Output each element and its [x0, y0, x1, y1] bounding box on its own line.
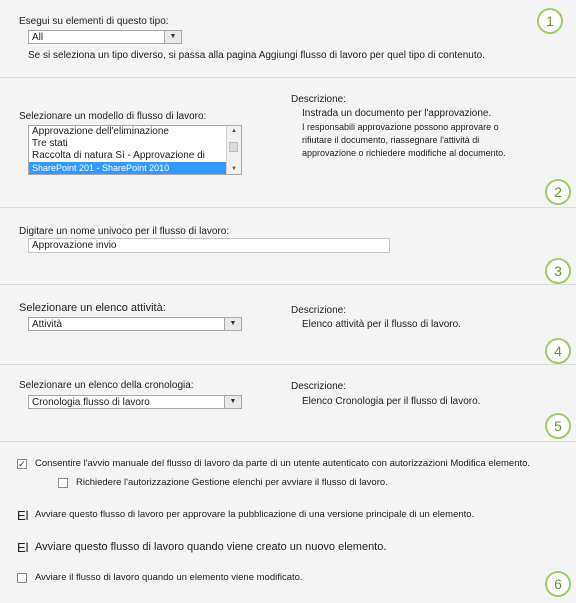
- step-number-1: 1: [537, 8, 563, 34]
- chevron-down-icon[interactable]: ▼: [224, 396, 241, 408]
- section-history-list: [0, 365, 576, 442]
- step-number-5: 5: [545, 413, 571, 439]
- task-list-value: Attività: [32, 319, 63, 330]
- el-marker: El: [17, 508, 29, 523]
- section-name: [0, 208, 576, 285]
- content-type-note: Se si seleziona un tipo diverso, si passa alla pagina Aggiungi flusso di lavoro per quel tipo di contenuto.: [28, 50, 485, 61]
- template-option[interactable]: Tre stati: [32, 138, 68, 149]
- workflow-name-field[interactable]: [28, 238, 390, 253]
- workflow-name-input[interactable]: [29, 239, 389, 252]
- template-desc-line: Instrada un documento per l'approvazione.: [302, 108, 492, 119]
- template-desc-line: rifiutare il documento, riassegnare l'attività di: [302, 135, 480, 145]
- step-number-3: 3: [545, 258, 571, 284]
- step-number-4: 4: [545, 338, 571, 364]
- workflow-name-label: Digitare un nome univoco per il flusso di lavoro:: [19, 226, 230, 237]
- history-list-desc-title: Descrizione:: [291, 381, 347, 392]
- content-type-value: All: [32, 32, 44, 43]
- template-desc-line: I responsabili approvazione possono approvare o: [302, 122, 499, 132]
- content-type-select[interactable]: [28, 30, 182, 44]
- step-number-2: 2: [545, 179, 571, 205]
- history-list-label: Selezionare un elenco della cronologia:: [19, 380, 194, 391]
- template-scrollbar[interactable]: [226, 126, 241, 174]
- task-list-select[interactable]: [28, 317, 242, 331]
- el-marker: El: [17, 540, 29, 555]
- task-list-label: Selezionare un elenco attività:: [19, 302, 166, 314]
- template-option-selected[interactable]: SharePoint 201 - SharePoint 2010: [29, 162, 241, 174]
- task-list-desc-title: Descrizione:: [291, 305, 347, 316]
- content-type-label: Esegui su elementi di questo tipo:: [19, 16, 169, 27]
- scroll-up-icon[interactable]: ▲: [231, 128, 237, 134]
- task-list-desc-text: Elenco attività per il flusso di lavoro.: [302, 319, 461, 330]
- start-modify-label: Avviare il flusso di lavoro quando un elemento viene modificato.: [35, 572, 303, 583]
- template-listbox[interactable]: [28, 125, 242, 175]
- scroll-down-icon[interactable]: ▼: [231, 166, 237, 172]
- section-template: [0, 78, 576, 208]
- allow-manual-checkbox[interactable]: ✓: [18, 459, 26, 469]
- history-list-select[interactable]: [28, 395, 242, 409]
- history-list-value: Cronologia flusso di lavoro: [32, 397, 150, 408]
- start-publish-label: Avviare questo flusso di lavoro per approvare la pubblicazione di una versione principale di un elemento.: [35, 509, 475, 520]
- step-number-6: 6: [545, 571, 571, 597]
- template-desc-title: Descrizione:: [291, 94, 347, 105]
- start-modify-checkbox[interactable]: [17, 573, 27, 583]
- section-task-list: [0, 285, 576, 365]
- require-manage-label: Richiedere l'autorizzazione Gestione elenchi per avviare il flusso di lavoro.: [76, 477, 388, 488]
- template-desc-line: approvazione o richiedere modifiche al documento.: [302, 148, 506, 158]
- chevron-down-icon[interactable]: ▼: [164, 31, 181, 43]
- chevron-down-icon[interactable]: ▼: [224, 318, 241, 330]
- history-list-desc-text: Elenco Cronologia per il flusso di lavoro.: [302, 396, 481, 407]
- scroll-thumb[interactable]: [229, 142, 238, 152]
- start-create-label: Avviare questo flusso di lavoro quando viene creato un nuovo elemento.: [35, 541, 387, 553]
- template-option[interactable]: Raccolta di natura Sì - Approvazione di: [32, 150, 205, 161]
- section-content-type: [0, 0, 576, 78]
- template-label: Selezionare un modello di flusso di lavoro:: [19, 111, 207, 122]
- allow-manual-label: Consentire l'avvio manuale del flusso di lavoro da parte di un utente autenticato con autorizzazioni Modifica elemento.: [35, 458, 531, 469]
- template-option[interactable]: Approvazione dell'eliminazione: [32, 126, 169, 137]
- require-manage-checkbox[interactable]: [58, 478, 68, 488]
- section-start-options: [0, 442, 576, 603]
